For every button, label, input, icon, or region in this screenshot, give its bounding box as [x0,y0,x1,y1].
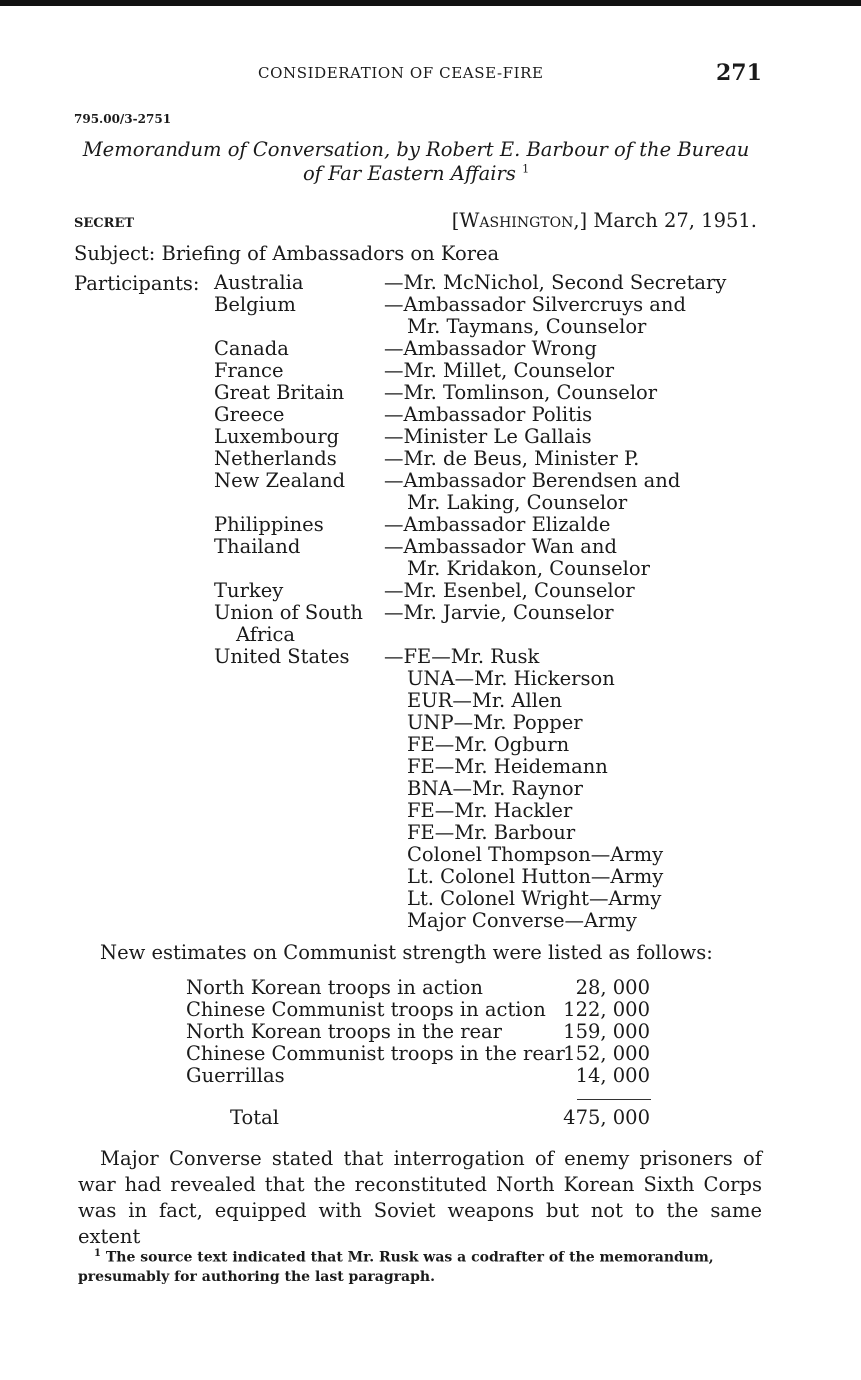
body-paragraph: Major Converse stated that interrogation of enemy prisoners of war had revealed that the reconstituted North Korean Sixth Corps was in fact, equipped with Soviet weapons but not to the same extent [78,1147,762,1248]
participant-country: Union of South [214,601,363,624]
estimate-label: Guerrillas [186,1064,285,1087]
participant-representative: —Mr. Esenbel, Counselor [384,579,635,602]
participant-representative: —Ambassador Berendsen and [384,469,681,492]
participant-representative: Mr. Laking, Counselor [407,491,628,514]
dateline-place: [Washington,] [451,209,588,232]
participant-representative: BNA—Mr. Raynor [407,777,583,800]
document-title-line1: Memorandum of Conversation, by Robert E. Barbour of the Bureau [82,138,750,161]
participant-representative: FE—Mr. Heidemann [407,755,608,778]
total-value: 475, 000 [563,1106,650,1129]
participant-country: Greece [214,403,285,426]
estimate-label: Chinese Communist troops in action [186,998,546,1021]
classification: SECRET [74,216,135,231]
page-number: 271 [716,60,762,86]
file-number: 795.00/3-2751 [74,112,172,126]
participant-representative: —FE—Mr. Rusk [384,645,540,668]
participant-representative: —Minister Le Gallais [384,425,592,448]
participant-representative: Colonel Thompson—Army [407,843,664,866]
participant-country: Canada [214,337,289,360]
participant-representative: —Ambassador Wrong [384,337,597,360]
estimate-label: North Korean troops in the rear [186,1020,503,1043]
participant-country: United States [214,645,350,668]
participants-label: Participants: [74,272,200,295]
participant-representative: —Ambassador Wan and [384,535,617,558]
participant-representative: FE—Mr. Ogburn [407,733,570,756]
estimate-value: 14, 000 [575,1064,650,1087]
participant-representative: —Mr. McNichol, Second Secretary [384,271,727,294]
estimate-value: 28, 000 [575,976,650,999]
participant-representative: UNA—Mr. Hickerson [407,667,615,690]
footnote-marker: 1 [94,1248,101,1259]
participant-country: Philippines [214,513,324,536]
participant-country: Turkey [214,579,284,602]
participant-representative: Major Converse—Army [407,909,637,932]
participant-representative: UNP—Mr. Popper [407,711,583,734]
participant-representative: FE—Mr. Hackler [407,799,573,822]
total-label: Total [230,1106,279,1129]
participant-representative: Lt. Colonel Wright—Army [407,887,662,910]
footnote [78,1244,768,1287]
participant-country: Luxembourg [214,425,340,448]
subject-line: Subject: Briefing of Ambassadors on Korea [74,242,500,265]
participant-country: Australia [214,271,304,294]
participant-country: Thailand [214,535,301,558]
participant-representative: —Mr. de Beus, Minister P. [384,447,640,470]
estimates-intro: New estimates on Communist strength were listed as follows: [100,941,713,964]
estimate-value: 159, 000 [563,1020,650,1043]
participant-representative: FE—Mr. Barbour [407,821,576,844]
participant-country: France [214,359,284,382]
participant-representative: Mr. Taymans, Counselor [407,315,647,338]
dateline-date: March 27, 1951. [593,209,757,232]
estimate-value: 122, 000 [563,998,650,1021]
title-line2-text: of Far Eastern Affairs [302,162,516,185]
participant-representative: —Ambassador Silvercruys and [384,293,686,316]
dateline [452,209,757,232]
participant-representative: —Mr. Jarvie, Counselor [384,601,614,624]
estimate-value: 152, 000 [563,1042,650,1065]
participant-representative: —Ambassador Politis [384,403,593,426]
document-title-line2 [74,162,758,185]
participant-representative: EUR—Mr. Allen [407,689,563,712]
estimate-label: Chinese Communist troops in the rear [186,1042,565,1065]
total-rule [577,1099,651,1100]
participant-representative: —Ambassador Elizalde [384,513,611,536]
participant-representative: —Mr. Tomlinson, Counselor [384,381,658,404]
footnote-text: The source text indicated that Mr. Rusk was a codrafter of the memorandum, presumably for authoring the last paragraph. [78,1249,714,1285]
participant-country: Africa [236,623,296,646]
running-head: CONSIDERATION OF CEASE-FIRE [258,64,544,82]
participant-country: Netherlands [214,447,337,470]
top-rule [0,0,861,6]
participant-country: Great Britain [214,381,345,404]
estimate-label: North Korean troops in action [186,976,483,999]
title-footnote-marker: 1 [522,162,530,176]
participant-country: New Zealand [214,469,346,492]
participant-representative: —Mr. Millet, Counselor [384,359,615,382]
participant-country: Belgium [214,293,296,316]
participant-representative: Lt. Colonel Hutton—Army [407,865,664,888]
participant-representative: Mr. Kridakon, Counselor [407,557,650,580]
